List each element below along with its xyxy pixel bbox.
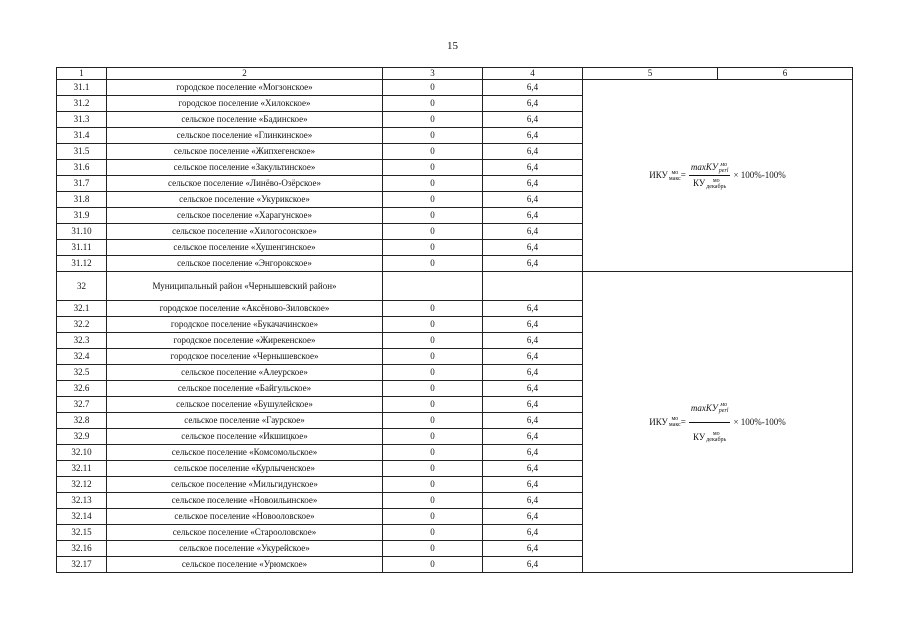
formula [649, 394, 786, 451]
formula-denominator [691, 423, 728, 451]
row-col3: 0 [383, 208, 483, 224]
formula-fraction [689, 160, 731, 191]
row-col3: 0 [383, 80, 483, 96]
header-cell: 5 [583, 68, 718, 80]
row-number: 32.12 [57, 477, 107, 493]
group-name: Муниципальный район «Чернышевский район» [107, 272, 383, 301]
formula-den-sub: декабрь [706, 183, 727, 190]
row-name: сельское поселение «Харагунское» [107, 208, 383, 224]
row-number: 31.11 [57, 240, 107, 256]
row-col4: 6,4 [483, 317, 583, 333]
formula-tail: × 100%-100% [733, 417, 786, 427]
formula-den-sub: декабрь [706, 437, 727, 444]
row-col3: 0 [383, 541, 483, 557]
row-number: 32.10 [57, 445, 107, 461]
formula-den-sup: мо [712, 431, 720, 438]
row-number: 32.1 [57, 301, 107, 317]
formula-num-text: maxКУ [690, 162, 718, 172]
header-cell: 4 [483, 68, 583, 80]
page-number: 15 [447, 40, 458, 52]
row-col3: 0 [383, 96, 483, 112]
row-number: 31.6 [57, 160, 107, 176]
row-col3: 0 [383, 192, 483, 208]
row-number: 31.5 [57, 144, 107, 160]
row-col4: 6,4 [483, 144, 583, 160]
row-number: 32.3 [57, 333, 107, 349]
row-col3: 0 [383, 413, 483, 429]
row-col4: 6,4 [483, 365, 583, 381]
row-col4: 6,4 [483, 80, 583, 96]
row-col4: 6,4 [483, 256, 583, 272]
row-name: городское поселение «Чернышевское» [107, 349, 383, 365]
row-col4: 6,4 [483, 128, 583, 144]
row-col4: 6,4 [483, 525, 583, 541]
row-col4: 6,4 [483, 429, 583, 445]
table-row [57, 80, 853, 96]
row-name: сельское поселение «Байгульское» [107, 381, 383, 397]
row-col4: 6,4 [483, 301, 583, 317]
row-col3: 0 [383, 112, 483, 128]
row-name: сельское поселение «Новооловское» [107, 509, 383, 525]
row-col4: 6,4 [483, 541, 583, 557]
row-col4: 6,4 [483, 557, 583, 573]
group-number: 32 [57, 272, 107, 301]
formula-cell [583, 272, 853, 573]
row-number: 31.2 [57, 96, 107, 112]
row-col4: 6,4 [483, 493, 583, 509]
row-number: 31.4 [57, 128, 107, 144]
row-number: 31.8 [57, 192, 107, 208]
formula-num-indices [719, 402, 729, 414]
formula-fraction [689, 394, 731, 451]
row-name: сельское поселение «Хушенгинское» [107, 240, 383, 256]
row-number: 32.16 [57, 541, 107, 557]
row-name: сельское поселение «Укурейское» [107, 541, 383, 557]
row-col3: 0 [383, 381, 483, 397]
formula-lhs-sup: мо [671, 416, 679, 422]
formula-tail: × 100%-100% [733, 170, 786, 180]
formula-num-sup: мо [720, 161, 728, 168]
row-col3: 0 [383, 429, 483, 445]
row-col3: 0 [383, 144, 483, 160]
row-name: городское поселение «Могзонское» [107, 80, 383, 96]
formula [649, 160, 786, 191]
row-col4: 6,4 [483, 413, 583, 429]
row-col3: 0 [383, 317, 483, 333]
formula-denominator [691, 176, 728, 191]
row-number: 32.4 [57, 349, 107, 365]
row-col4: 6,4 [483, 208, 583, 224]
header-cell: 2 [107, 68, 383, 80]
row-col3: 0 [383, 160, 483, 176]
row-col3: 0 [383, 333, 483, 349]
row-name: городское поселение «Хилокское» [107, 96, 383, 112]
row-col4: 6,4 [483, 112, 583, 128]
row-name: сельское поселение «Новоильинское» [107, 493, 383, 509]
row-col4: 6,4 [483, 397, 583, 413]
row-col4: 6,4 [483, 477, 583, 493]
formula-lhs-indices [669, 416, 681, 428]
row-name: городское поселение «Аксёново-Зиловское» [107, 301, 383, 317]
formula-cell [583, 80, 853, 272]
formula-lhs: ИКУ [649, 170, 668, 180]
formula-num-sub: perl [718, 167, 729, 174]
row-col4: 6,4 [483, 160, 583, 176]
header-cell: 1 [57, 68, 107, 80]
row-col3: 0 [383, 240, 483, 256]
row-col3: 0 [383, 397, 483, 413]
row-number: 32.7 [57, 397, 107, 413]
formula-numerator [689, 160, 731, 176]
row-number: 32.9 [57, 429, 107, 445]
table-body [57, 68, 853, 573]
row-number: 32.8 [57, 413, 107, 429]
formula-den-indices [706, 431, 726, 443]
row-name: сельское поселение «Бадинское» [107, 112, 383, 128]
formula-lhs: ИКУ [649, 417, 668, 427]
row-name: городское поселение «Жирекенское» [107, 333, 383, 349]
row-number: 32.11 [57, 461, 107, 477]
row-col4: 6,4 [483, 192, 583, 208]
formula-numerator [689, 394, 731, 423]
row-col3: 0 [383, 256, 483, 272]
formula-equals: = [680, 170, 686, 180]
row-number: 31.1 [57, 80, 107, 96]
row-col3: 0 [383, 557, 483, 573]
row-col3: 0 [383, 493, 483, 509]
formula-lhs-sub: макс [668, 175, 681, 182]
group-title-row [57, 272, 853, 301]
data-table [56, 67, 853, 573]
row-number: 32.2 [57, 317, 107, 333]
row-col3: 0 [383, 509, 483, 525]
row-number: 32.14 [57, 509, 107, 525]
header-cell: 6 [718, 68, 853, 80]
row-col3: 0 [383, 128, 483, 144]
row-col3: 0 [383, 301, 483, 317]
row-number: 32.13 [57, 493, 107, 509]
row-number: 31.10 [57, 224, 107, 240]
table-header-row [57, 68, 853, 80]
formula-num-text: maxКУ [690, 402, 718, 413]
row-col3: 0 [383, 365, 483, 381]
row-col3: 0 [383, 461, 483, 477]
row-col4: 6,4 [483, 224, 583, 240]
row-name: городское поселение «Букачачинское» [107, 317, 383, 333]
row-name: сельское поселение «Курлыченское» [107, 461, 383, 477]
formula-lhs-sup: мо [671, 169, 679, 176]
empty-cell [383, 272, 483, 301]
row-number: 32.6 [57, 381, 107, 397]
row-name: сельское поселение «Хилогосонское» [107, 224, 383, 240]
row-name: сельское поселение «Алеурское» [107, 365, 383, 381]
header-cell: 3 [383, 68, 483, 80]
formula-den-text: КУ [693, 178, 706, 188]
row-name: сельское поселение «Закультинское» [107, 160, 383, 176]
row-col4: 6,4 [483, 349, 583, 365]
row-col4: 6,4 [483, 176, 583, 192]
row-number: 31.9 [57, 208, 107, 224]
row-col3: 0 [383, 525, 483, 541]
row-name: сельское поселение «Урюмское» [107, 557, 383, 573]
row-col4: 6,4 [483, 445, 583, 461]
row-col4: 6,4 [483, 333, 583, 349]
row-name: сельское поселение «Гаурское» [107, 413, 383, 429]
row-number: 32.5 [57, 365, 107, 381]
row-number: 31.12 [57, 256, 107, 272]
row-col4: 6,4 [483, 461, 583, 477]
row-col3: 0 [383, 224, 483, 240]
row-name: сельское поселение «Комсомольское» [107, 445, 383, 461]
row-name: сельское поселение «Бушулейское» [107, 397, 383, 413]
formula-lhs-sub: макс [668, 422, 681, 428]
formula-den-indices [706, 178, 726, 190]
row-col4: 6,4 [483, 509, 583, 525]
row-col4: 6,4 [483, 96, 583, 112]
row-name: сельское поселение «Укурикское» [107, 192, 383, 208]
row-col3: 0 [383, 477, 483, 493]
formula-den-text: КУ [693, 431, 706, 442]
row-name: сельское поселение «Линёво-Озёрское» [107, 176, 383, 192]
row-col3: 0 [383, 349, 483, 365]
row-col4: 6,4 [483, 240, 583, 256]
empty-cell [483, 272, 583, 301]
row-name: сельское поселение «Глинкинское» [107, 128, 383, 144]
formula-num-sup: мо [720, 402, 728, 409]
row-number: 32.17 [57, 557, 107, 573]
formula-equals: = [680, 417, 686, 427]
row-col4: 6,4 [483, 381, 583, 397]
row-name: сельское поселение «Икшицкое» [107, 429, 383, 445]
row-name: сельское поселение «Мильгидунское» [107, 477, 383, 493]
formula-num-sub: perl [718, 408, 729, 415]
row-col3: 0 [383, 445, 483, 461]
row-name: сельское поселение «Жипхегенское» [107, 144, 383, 160]
row-name: сельское поселение «Старооловское» [107, 525, 383, 541]
formula-num-indices [719, 162, 729, 174]
row-number: 31.7 [57, 176, 107, 192]
row-number: 31.3 [57, 112, 107, 128]
row-name: сельское поселение «Энгорокское» [107, 256, 383, 272]
row-number: 32.15 [57, 525, 107, 541]
formula-den-sup: мо [712, 177, 720, 184]
row-col3: 0 [383, 176, 483, 192]
formula-lhs-indices [669, 170, 681, 182]
